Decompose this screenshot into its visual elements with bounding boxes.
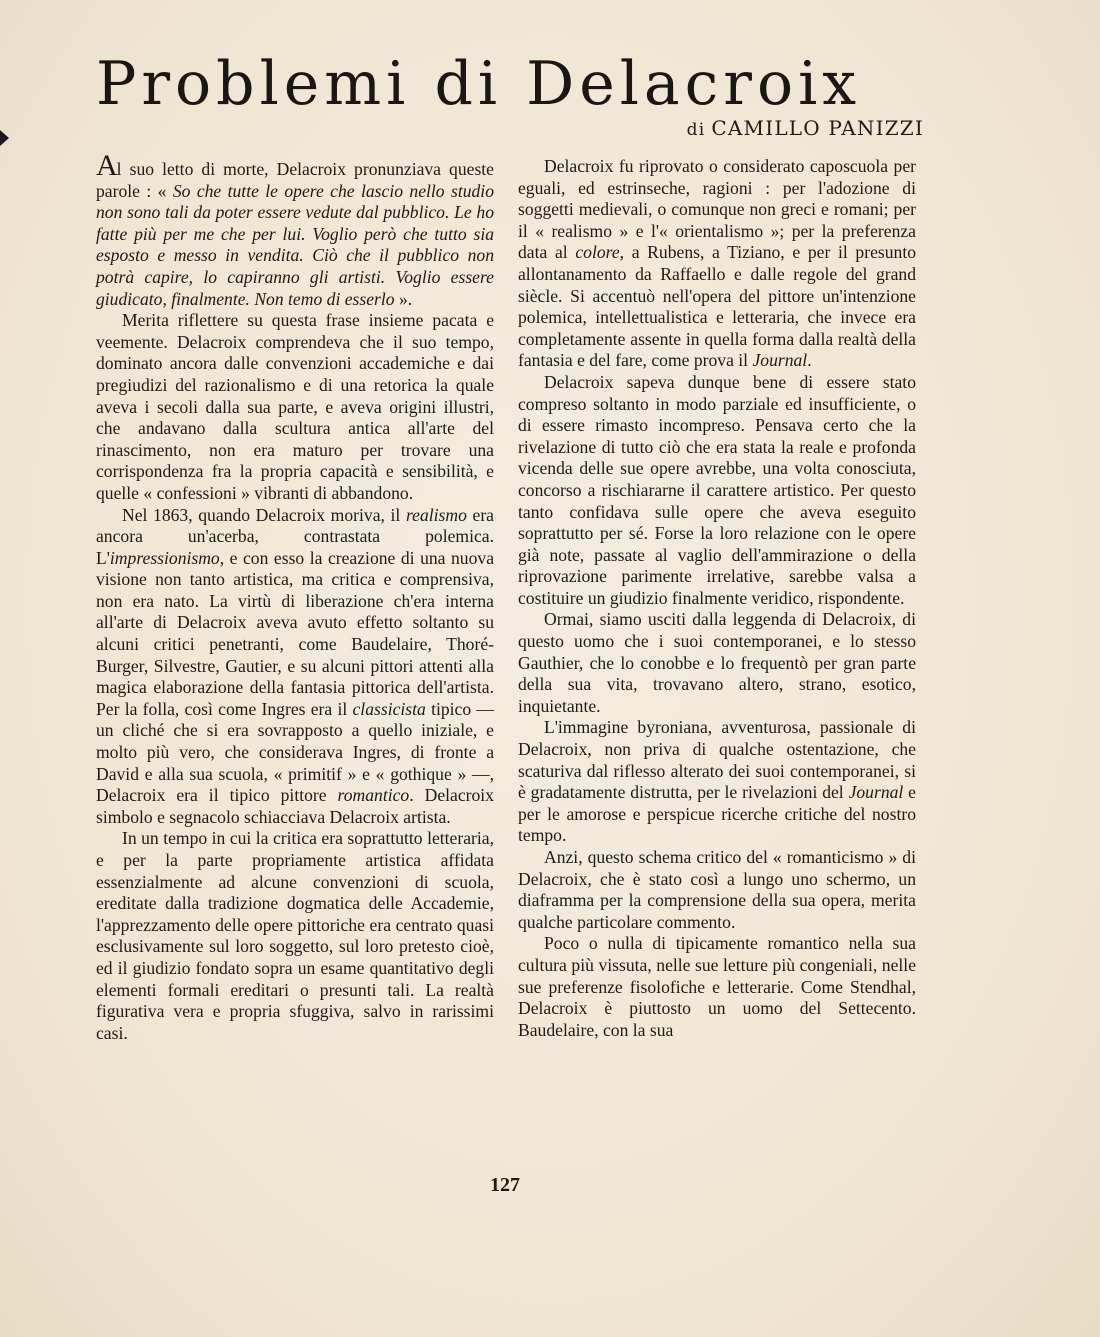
text-run: era ancora un'acerba, contrastata polemica. L' — [96, 504, 494, 568]
italic-term: Journal — [752, 350, 808, 371]
paragraph: Merita riflettere su questa frase insieme pacata e veemente. Delacroix comprendeva che il suo tempo, dominato ancora dalle convenzioni accademiche e dai pregiudizi del razionalismo e di una retorica la quale aveva i secoli dalla sua parte, e aveva origini illustri, che andavano dalla scultura antica all'arte del rinascimento, non era maturo per trovare una corrispondenza fra la propria capacità e sensibilità, e quelle « confessioni » vibranti di abbandono. — [96, 310, 494, 503]
corner-mark — [0, 130, 9, 146]
italic-term: realismo — [405, 504, 467, 525]
left-column — [96, 149, 494, 1044]
paragraph: Poco o nulla di tipicamente romantico nella sua cultura più vissuta, nelle sue letture più congeniali, nelle sue preferenze fisolofiche e letterarie. Come Stendhal, Delacroix è piuttosto un uomo del Settecento. Baudelaire, con la sua — [518, 933, 916, 1040]
italic-term: romantico — [337, 785, 410, 806]
italic-term: classicista — [352, 698, 426, 719]
paragraph: Ormai, siamo usciti dalla leggenda di Delacroix, di questo uomo che i suoi contemporanei, e lo stesso Gauthier, che lo conobbe e lo frequentò per gran parte della sua vita, trovavano altero, strano, esotico, inquietante. — [518, 609, 916, 716]
paragraph — [518, 717, 916, 847]
right-column — [518, 156, 916, 1041]
text-run: Delacroix fu riprovato o considerato caposcuola per eguali, ed estrinseche, ragioni : per l'adozione di soggetti medievali, o comunque non greci e romani; per il « realismo » e l'« orientalismo »; per la preferenza data al — [518, 156, 916, 263]
text-run: tipico — un cliché che si era sovrapposto a quello iniziale, e molto più vero, che considerava Ingres, di fronte a David e alla sua scuola, « primitif » e « gothique » —, Delacroix era il tipico pittore — [96, 698, 494, 806]
paragraph: Delacroix sapeva dunque bene di essere stato compreso soltanto in modo parziale ed insufficiente, o di essere rimasto incompreso. Pensava certo che la rivelazione di tutto ciò che era stata la reale e profonda vicenda delle sue opere avrebbe, una volta conosciuta, concorso a rischiararne il carattere artistico. Per questo tanto confidava sulle opere che aveva eseguito soprattutto per sé. Forse la loro relazione con le opere già note, passate al vaglio dell'ammirazione o della riprovazione parimente irrelative, sarebbe valsa a costituire un giudizio finalmente veridico, rispondente. — [518, 371, 916, 608]
drop-cap: A — [96, 149, 117, 182]
paragraph — [96, 505, 494, 829]
paragraph — [96, 149, 494, 310]
page-number: 127 — [490, 1174, 520, 1196]
quote-italic: So che tutte le opere che lascio nello studio non sono tali da poter essere vedute dal pubblico. Le ho fatte più per me che per lui. Voglio però che tutto sia esposto e messo in vendita. Ciò che il pubblico non potrà capire, lo capiranno gli artisti. Voglio essere giudicato, finalmente. Non temo di esserlo — [96, 180, 494, 309]
text-run: l suo letto di morte, Delacroix pronunziava queste parole : « — [96, 159, 494, 201]
text-run: . Delacroix simbolo e segnacolo schiacciava Delacroix artista. — [96, 785, 494, 827]
italic-term: colore — [575, 242, 620, 263]
italic-term: impressionismo — [109, 547, 220, 568]
article-title: Problemi di Delacroix — [96, 49, 862, 119]
text-run: , e con esso la creazione di una nuova visione non tanto artistica, ma critica e comprensiva, non era nato. La virtù di liberazione ch'era interna all'arte di Delacroix aveva avuto effetto soltanto su alcuni critici penetranti, come Baudelaire, Thoré-Burger, Silvestre, Gautier, e su alcuni pittori attenti alla magica elaborazione della fantasia pittorica dell'artista. Per la folla, così come Ingres era il — [96, 547, 494, 719]
text-run: L'immagine byroniana, avventurosa, passionale di Delacroix, non priva di qualche ostentazione, che scaturiva dal riflesso alterato dei suoi contemporanei, si è gradatamente distrutta, per le rivelazioni del — [518, 717, 916, 803]
paragraph — [518, 156, 916, 372]
text-run: e per le amorose e perspicue ricerche critiche del nostro tempo. — [518, 782, 916, 846]
text-run: Nel 1863, quando Delacroix moriva, il — [122, 504, 406, 525]
byline-prefix: di — [686, 120, 706, 140]
text-run: . — [807, 350, 812, 371]
italic-term: Journal — [848, 782, 904, 803]
paragraph: In un tempo in cui la critica era soprattutto letteraria, e per la parte propriamente artistica affidata essenzialmente ad alcune convenzioni di scuola, ereditate dalla tradizione dogmatica delle Accademie, l'apprezzamento delle opere pittoriche era centrato quasi esclusivamente sul loro soggetto, sul loro pretesto cioè, ed il giudizio fondato sopra un esame quantitativo degli elementi formali ereditari o presunti tali. La realtà figurativa vera e propria sfuggiva, salvo in rarissimi casi. — [96, 828, 494, 1043]
text-run: ». — [394, 288, 413, 309]
byline — [687, 116, 924, 140]
paragraph: Anzi, questo schema critico del « romanticismo » di Delacroix, che è stato così a lungo uno schermo, un diaframma per la comprensione della sua opera, merita qualche particolare commento. — [518, 847, 916, 932]
author-name: CAMILLO PANIZZI — [711, 116, 924, 140]
text-run: , a Rubens, a Tiziano, e per il presunto allontanamento da Raffaello e dalle regole del grand siècle. Si accentuò nell'opera del pittore un'intenzione polemica, intellettualistica e letteraria, che invece era completamente assente in quella forma dalla realtà della fantasia e del fare, come prova il — [518, 242, 916, 371]
